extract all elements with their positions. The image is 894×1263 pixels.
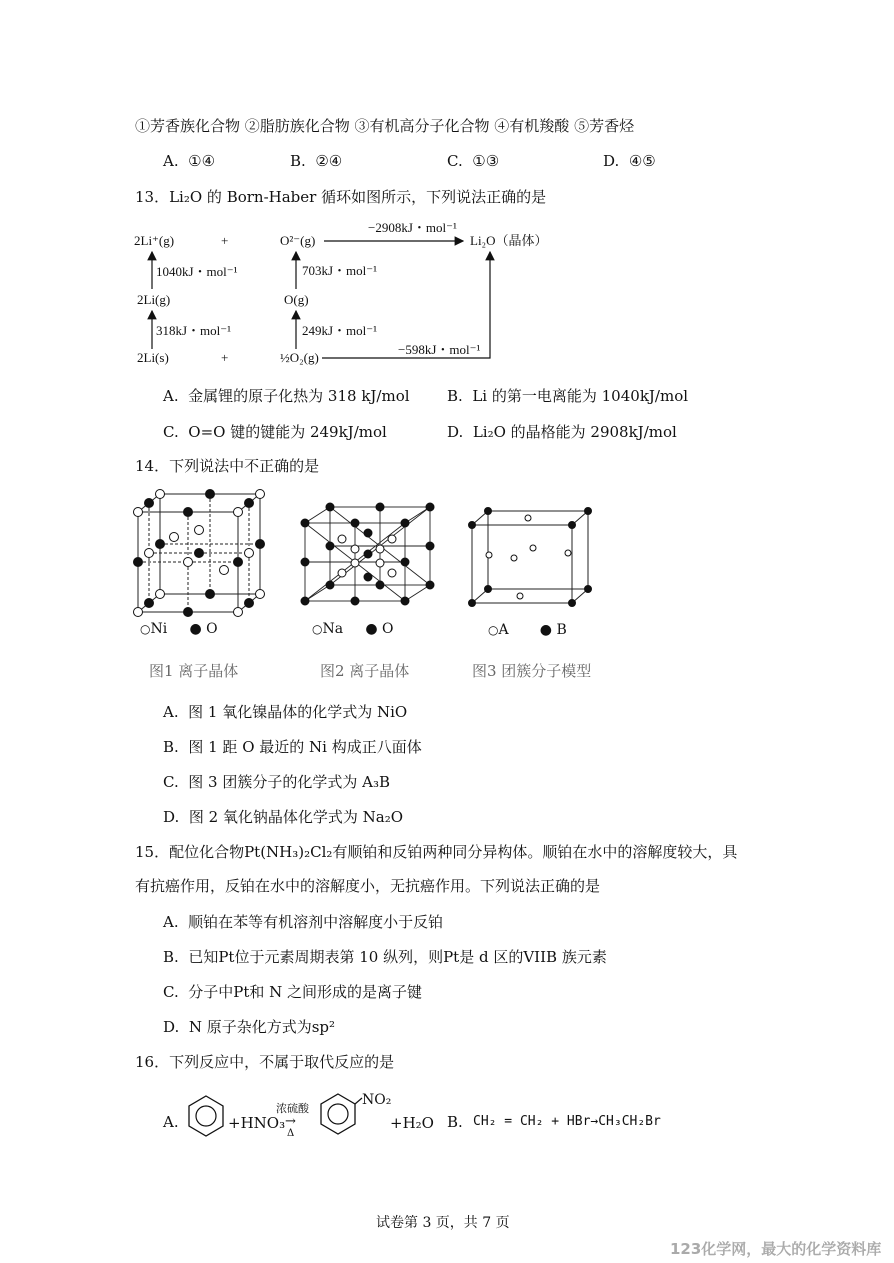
q12-option-d: D. ④⑤ [603, 152, 656, 170]
page-footer: 试卷第 3 页，共 7 页 [376, 1215, 510, 1231]
q12-items: ①芳香族化合物 ②脂肪族化合物 ③有机高分子化合物 ④有机羧酸 ⑤芳香烃 [135, 117, 635, 135]
q16-stem: 16．下列反应中，不属于取代反应的是 [135, 1053, 395, 1071]
q16-option-b-label: B. [447, 1113, 463, 1131]
born-haber-diagram [130, 218, 550, 368]
q12-option-c: C. ①③ [447, 152, 500, 170]
bh-atom-li: 318kJ・mol⁻¹ [156, 323, 232, 338]
bh-o-g: O(g) [284, 292, 309, 307]
benzene-icon [186, 1094, 226, 1138]
q16-option-b-text: CH₂ = CH₂ + HBr→CH₃CH₂Br [473, 1114, 661, 1129]
q15-option-b: B. 已知Pt位于元素周期表第 10 纵列，则Pt是 d 区的VIIB 族元素 [163, 948, 607, 966]
q13-option-d: D. Li₂O 的晶格能为 2908kJ/mol [447, 423, 677, 441]
q15-option-a: A. 顺铂在苯等有机溶剂中溶解度小于反铂 [163, 913, 444, 931]
fig3-caption: 图3 团簇分子模型 [472, 662, 592, 680]
fig2-caption: 图2 离子晶体 [320, 662, 410, 680]
fig1-legend: ○Ni ● O [140, 621, 218, 637]
bh-product: Li₂O（晶体） [470, 233, 548, 248]
reaction-arrow-icon: → [285, 1114, 296, 1129]
q16-reagent: +HNO₃ [228, 1114, 286, 1132]
bh-ea: 703kJ・mol⁻¹ [302, 263, 378, 278]
q16-no2: NO₂ [362, 1092, 392, 1108]
q14-option-b: B. 图 1 距 O 最近的 Ni 构成正八面体 [163, 738, 422, 756]
bh-formation: −598kJ・mol⁻¹ [398, 342, 481, 357]
q12-option-a: A. ①④ [163, 152, 216, 170]
bh-atom-o: 249kJ・mol⁻¹ [302, 323, 378, 338]
bh-plus-top: + [221, 233, 229, 248]
fig3-cluster-model [466, 507, 591, 607]
q14-option-a: A. 图 1 氧化镍晶体的化学式为 NiO [163, 703, 408, 721]
fig1-caption: 图1 离子晶体 [149, 662, 239, 680]
fig2-na2o-lattice [300, 503, 440, 608]
fig2-legend: ○Na ● O [312, 621, 394, 637]
bh-ie: 1040kJ・mol⁻¹ [156, 264, 238, 279]
q16-condition-top: 浓硫酸 [276, 1102, 309, 1115]
q16-option-a-label: A. [163, 1113, 179, 1131]
watermark: 123化学网，最大的化学资料库 [670, 1240, 882, 1258]
q16-condition-bottom: Δ [287, 1128, 295, 1139]
q15-stem-line2: 有抗癌作用，反铂在水中的溶解度小，无抗癌作用。下列说法正确的是 [135, 877, 601, 895]
bh-plus-bottom: + [221, 350, 229, 365]
bh-li-s: 2Li(s) [137, 350, 169, 365]
q15-option-d: D. N 原子杂化方式为sp² [163, 1018, 336, 1036]
fig1-nio-lattice [130, 490, 270, 620]
bh-half-o2: ½O₂(g) [280, 350, 319, 365]
bh-lattice: −2908kJ・mol⁻¹ [368, 220, 457, 235]
fig3-legend: ○A ● B [488, 622, 567, 638]
q13-option-c: C. O=O 键的键能为 249kJ/mol [163, 423, 387, 441]
q15-stem-line1: 15．配位化合物Pt(NH₃)₂Cl₂有顺铂和反铂两种同分异构体。顺铂在水中的溶解度较大，具 [135, 843, 738, 861]
q12-option-b: B. ②④ [290, 152, 343, 170]
bh-o2minus: O²⁻(g) [280, 233, 316, 248]
q16-water: +H₂O [390, 1114, 434, 1132]
q13-option-a: A. 金属锂的原子化热为 318 kJ/mol [163, 387, 410, 405]
bh-li-plus: 2Li⁺(g) [134, 233, 175, 248]
q13-stem: 13．Li₂O 的 Born-Haber 循环如图所示，下列说法正确的是 [135, 188, 547, 206]
bh-li-g: 2Li(g) [137, 292, 171, 307]
q15-option-c: C. 分子中Pt和 N 之间形成的是离子键 [163, 983, 423, 1001]
q14-option-c: C. 图 3 团簇分子的化学式为 A₃B [163, 773, 390, 791]
q13-option-b: B. Li 的第一电离能为 1040kJ/mol [447, 387, 689, 405]
q14-stem: 14．下列说法中不正确的是 [135, 457, 320, 475]
q14-option-d: D. 图 2 氧化钠晶体化学式为 Na₂O [163, 808, 404, 826]
